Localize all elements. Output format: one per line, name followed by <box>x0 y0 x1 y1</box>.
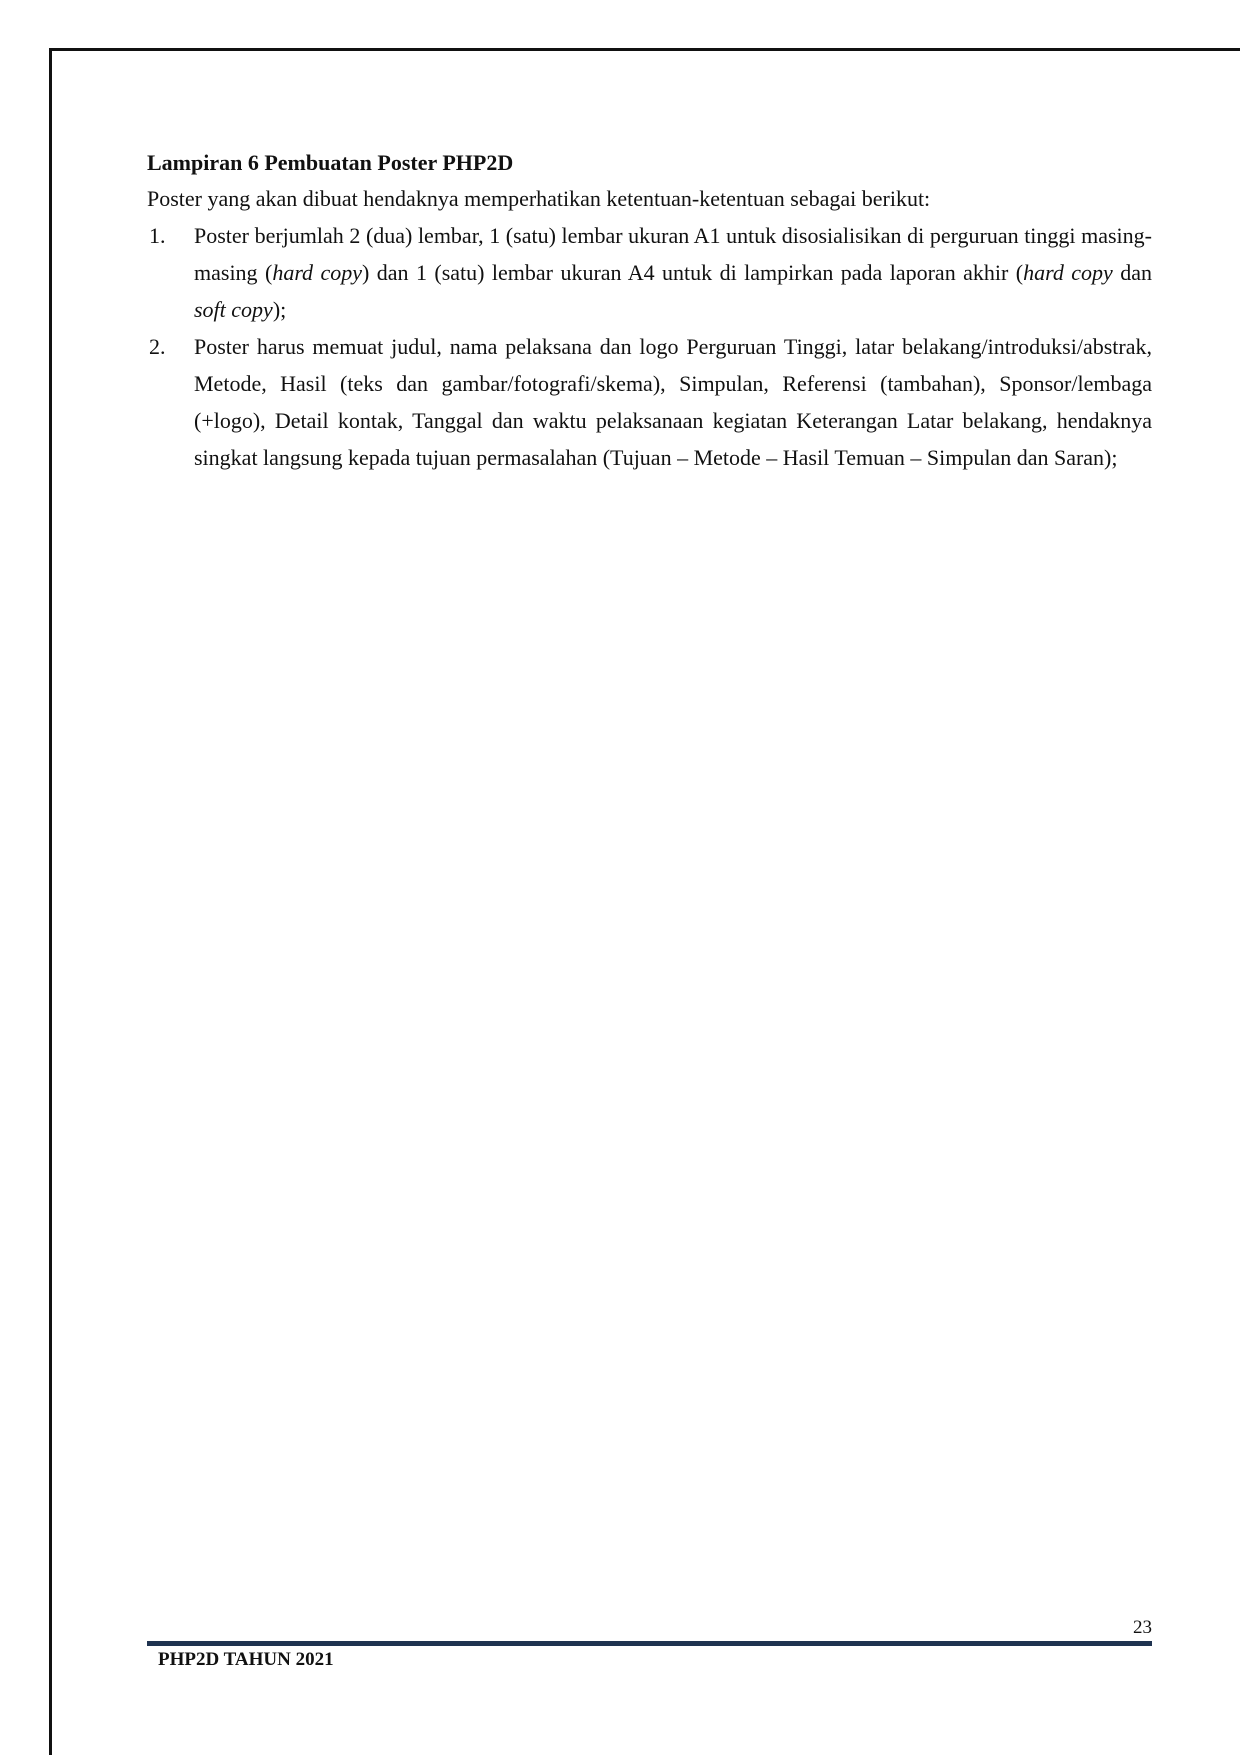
text-segment: ) dan 1 (satu) lembar ukuran A4 untuk di lampirkan pada laporan akhir ( <box>362 260 1024 285</box>
document-body <box>147 147 1152 476</box>
text-segment: Poster berjumlah 2 (dua) lembar, 1 (satu) lembar ukuran A1 untuk disosialisikan di perguruan tinggi masing-masing ( <box>194 223 1152 285</box>
page-border-top <box>49 48 1240 51</box>
footer-rule <box>147 1641 1152 1646</box>
list-item-number: 2. <box>149 334 166 359</box>
page-number: 23 <box>1133 1617 1152 1638</box>
list-item-number: 1. <box>149 223 166 248</box>
list-item <box>147 217 1152 328</box>
text-segment: dan <box>1112 260 1153 285</box>
page-border-left <box>49 48 52 1755</box>
text-segment: ); <box>272 297 287 322</box>
footer-label: PHP2D TAHUN 2021 <box>158 1649 334 1670</box>
italic-term: soft copy <box>194 297 273 322</box>
list-item <box>147 328 1152 476</box>
section-heading: Lampiran 6 Pembuatan Poster PHP2D <box>147 150 514 175</box>
italic-term: hard copy <box>1023 260 1113 285</box>
list-item-text <box>194 217 1152 328</box>
intro-paragraph: Poster yang akan dibuat hendaknya memperhatikan ketentuan-ketentuan sebagai berikut: <box>147 186 931 211</box>
requirements-list <box>147 217 1152 476</box>
list-item-text <box>194 328 1152 476</box>
text-segment: Poster harus memuat judul, nama pelaksana dan logo Perguruan Tinggi, latar belakang/introduksi/abstrak, Metode, Hasil (teks dan gambar/fotografi/skema), Simpulan, Referensi (tambahan), Sponsor/lembaga (+logo), Detail kontak, Tanggal dan waktu pelaksanaan kegiatan Keterangan Latar belakang, hendaknya singkat langsung kepada tujuan permasalahan (Tujuan – Metode – Hasil Temuan – Simpulan dan Saran); <box>194 334 1152 470</box>
italic-term: hard copy <box>272 260 363 285</box>
